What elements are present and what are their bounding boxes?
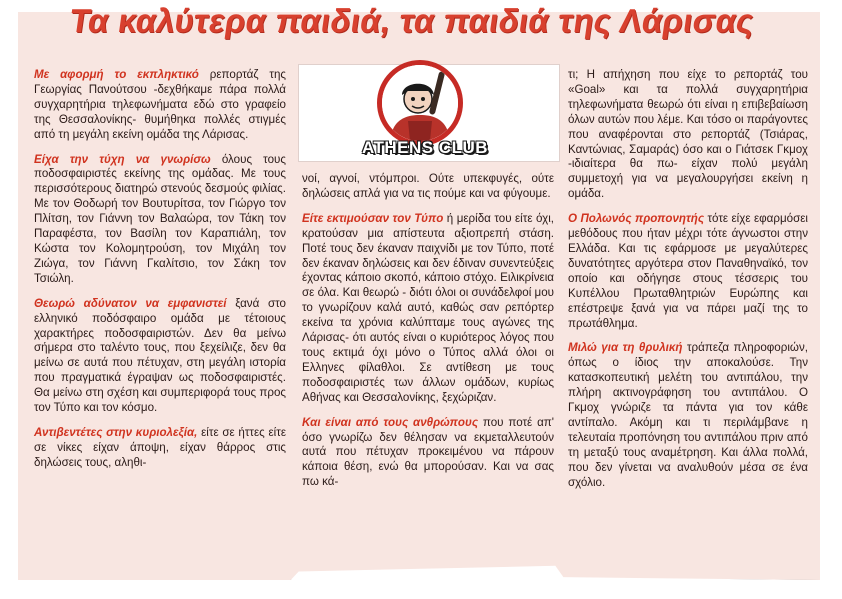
paragraph xyxy=(34,68,286,143)
paragraph-text: ξανά στο ελληνικό ποδόσφαιρο ομάδα με τέτοιους χαρακτήρες ποδοσφαιριστών. Δεν θα μείνω σήμερα στο ταλέντο τους, που ξεχείλιζε, δεν θα μείνω σε αυτά που πέτυχαν, στη μεγάλη ιστορία που πραγματικά έγραψαν ως ποδοσφαιριστές. Θα μείνω στη σχέση και συμπεριφορά τους προς τον Τύπο και τον κόσμο. xyxy=(34,296,286,415)
article-column-2 xyxy=(302,172,554,498)
paragraph-text: ή μερίδα του είτε όχι, κρατούσαν μια απίστευτα αξιοπρεπή στάση. Ποτέ τους δεν έκαναν παιχνίδι με τον Τύπο, ποτέ δεν έκαναν δηλώσεις και δεν έδιναν συνεντεύξεις έχοντας κάποιο σκοπό, κάποιο στόχο. Ειλικρίνεια σε όλα. Και θεωρώ - διότι όλοι οι συνάδελφοί μου το γνωρίζουν καλά αυτό, καθώς σαν ρεπόρτερ εκείνα τα χρόνια καλύπταμε τους αγώνες της Λάρισας- ότι αυτός είναι ο κυριότερος λόγος που τους εκτιμά όχι μόνο ο Τύπος αλλά όλοι οι Ελληνες φίλαθλοι. Σε αντίθεση με τους ποδοσφαιριστές των άλλων ομάδων, κυρίως Αθήνας και Θεσσαλονίκης, ξεχώριζαν. xyxy=(302,211,554,404)
mascot-with-bat-icon xyxy=(377,60,463,146)
paragraph-lead: Είχα την τύχη να γνωρίσω xyxy=(34,152,211,166)
paragraph-lead: Ο Πολωνός προπονητής xyxy=(568,212,704,226)
paragraph-text: που ποτέ απ' όσο γνωρίζω δεν θέλησαν να εκμεταλλευτούν αυτά που πέτυχαν προκειμένου να πάρουν κάποια θέση, ενώ θα μπορούσαν. Και να σας πω κά- xyxy=(302,415,555,489)
paragraph-text: τότε είχε εφαρμόσει μεθόδους που ήταν μέχρι τότε άγνωστοι στην Ελλάδα. Και τις εφάρμοσε με μεγαλύτερες δυνατότητες αργότερα στον Παναθηναϊκό, τον οποίο και οδήγησε στους τέσσερις του Κυπέλλου Πρωταθλητριών Ευρώπης και επέστρεψε ξανά για να πάρει μαζί της το πρωτάθλημα. xyxy=(568,212,808,330)
paragraph-text: όλους τους ποδοσφαιριστές εκείνης της ομάδας. Με τους περισσότερους διατηρώ στενούς δεσμούς φιλίας. Με τον Θοδωρή τον Βουτυρίτσα, τον Γιώργο τον Πλίτση, τον Γιάννη τον Βαλαώρα, τον Τάκη τον Παραφέστα, τον Βασίλη τον Καραπιάλη, τον Κώστα τον Κολομητρούση, τον Μιχάλη τον Ζιώγα, τον Γιάννη Γκαλίτσιο, τον Σάκη τον Τσιώλη. xyxy=(34,152,286,285)
paragraph xyxy=(568,68,808,202)
paragraph-lead: Είτε εκτιμούσαν τον Τύπο xyxy=(302,211,444,225)
paragraph-lead: Με αφορμή το εκπληκτικό xyxy=(34,68,199,81)
paragraph-text: τράπεζα πληροφοριών, όπως ο ίδιος την αποκαλούσε. Την κατασκοπευτική μελέτη του αντιπάλου, την πλήρη ακτινογράφηση του αντιπάλου. Ο Γκμοχ γνώριζε τα πάντα για τον κάθε αντίπαλο. Ακόμη και τι περιλάμβανε η τελευταία προπόνηση του αντιπάλου πριν από τη μεταξύ τους αναμέτρηση. Και άλλα πολλά, που δεν γίνεται να αναλυθούν μέσα σε ένα σχόλιο. xyxy=(568,341,808,489)
paragraph xyxy=(302,212,554,406)
paragraph xyxy=(34,426,286,471)
paragraph-lead: Αντιβεντέτες στην κυριολεξία, xyxy=(34,425,198,439)
paragraph-text: είτε σε ήττες είτε σε νίκες είχαν άποψη, είχαν θάρρος στις δηλώσεις τους, αληθι- xyxy=(34,425,286,469)
article-column-3 xyxy=(568,68,808,498)
article-headline: Τα καλύτερα παιδιά, τα παιδιά της Λάρισας xyxy=(67,2,757,39)
paragraph xyxy=(568,341,808,490)
paragraph-lead: Θεωρώ αδύνατον να εμφανιστεί xyxy=(34,296,227,310)
article-column-1 xyxy=(34,68,286,479)
paragraph-lead: Μιλώ για τη θρυλική xyxy=(568,341,683,355)
paragraph-text: τι; Η απήχηση που είχε το ρεπορτάζ του «Goal» και τα πολλά συγχαρητήρια τηλεφωνήματα θεωρώ ότι είναι η επιβεβαίωση όλων αυτών που λέμε. Και τόσο οι παράγοντες που αναφέρονται στο ρεπορτάζ (Τσιάρας, Καντώνιας, Σαμαράς) όσο και ο Γιάτσεκ Γκμοχ -ιδιαίτερα θα πω- είχαν πολύ μεγάλη συμμετοχή για να μεγαλουργήσει εκείνη η ομάδα. xyxy=(568,68,808,201)
paragraph-lead: Και είναι από τους ανθρώπους xyxy=(302,415,478,429)
paragraph xyxy=(302,172,554,202)
paragraph-text: ρεπορτάζ της Γεωργίας Πανούτσου -δεχθήκαμε πάρα πολλά συγχαρητήρια τηλεφωνήματα εδώ στο γραφείο της Θεσσαλονίκης- θυμήθηκα πολλές στιγμές από τη μεγάλη εκείνη ομάδα της Λάρισας. xyxy=(34,68,287,141)
paragraph xyxy=(34,153,286,287)
paragraph xyxy=(568,212,808,331)
logo-text: ATHENS CLUB xyxy=(361,138,489,157)
paragraph xyxy=(34,297,286,416)
paragraph-text: νοί, αγνοί, ντόμπροι. Ούτε υπεκφυγές, ούτε δηλώσεις απλά για να τις πούμε και να φύγουμε. xyxy=(302,172,554,200)
paragraph xyxy=(302,416,554,491)
